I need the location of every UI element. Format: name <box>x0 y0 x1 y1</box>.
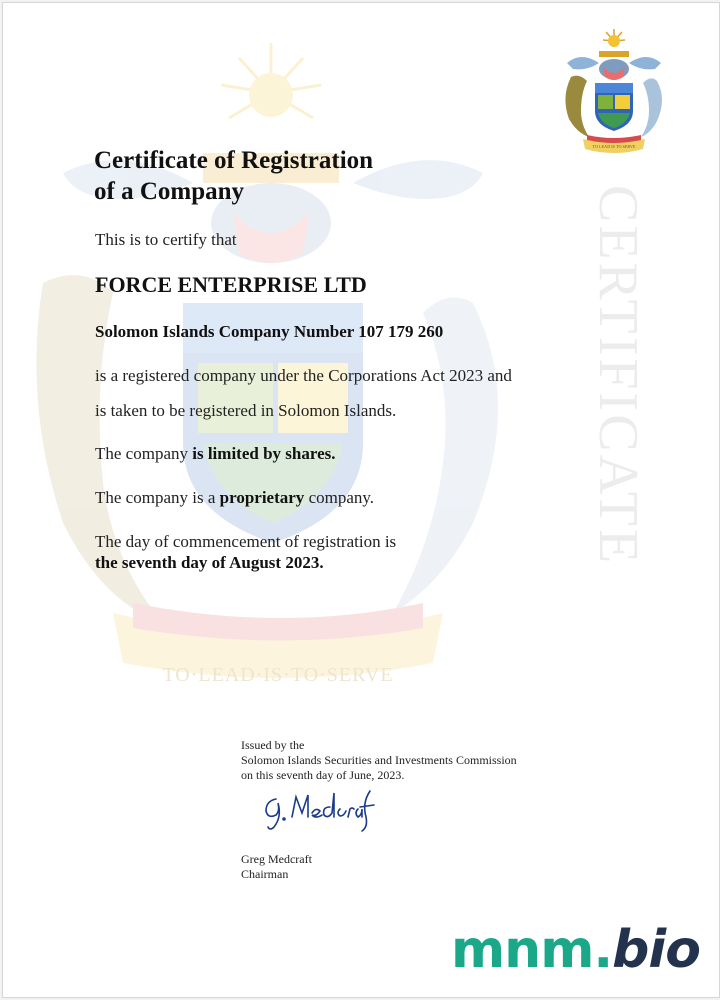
issuer-block <box>241 738 517 783</box>
watermark-vertical-word: CERTIFICATE <box>587 185 649 567</box>
limited-line <box>95 444 336 464</box>
issuer-line-1: Issued by the <box>241 738 305 752</box>
brand-part-2: bio <box>612 920 700 980</box>
type-suffix: company. <box>304 488 375 507</box>
company-name: FORCE ENTERPRISE LTD <box>95 272 367 297</box>
crest-motto: TO LEAD IS TO SERVE <box>592 144 636 149</box>
limited-prefix: The company <box>95 444 193 463</box>
type-bold: proprietary <box>219 488 305 507</box>
type-prefix: The company is a <box>95 488 220 507</box>
signer-block <box>241 852 312 882</box>
certificate-title <box>94 145 373 207</box>
commencement-date: the seventh day of August 2023. <box>95 553 324 572</box>
signer-name: Greg Medcraft <box>241 852 312 866</box>
certificate-page <box>2 2 720 998</box>
title-line-2: of a Company <box>94 178 245 205</box>
title-line-1: Certificate of Registration <box>94 147 374 174</box>
coat-of-arms-watermark-icon <box>3 3 563 723</box>
brand-dot: . <box>593 920 613 980</box>
signer-title: Chairman <box>241 867 289 881</box>
limited-bold: is limited by shares. <box>192 444 336 463</box>
company-number: 107 179 260 <box>358 322 444 341</box>
company-number-line <box>95 322 443 342</box>
issuer-line-2: Solomon Islands Securities and Investments Commission <box>241 753 517 767</box>
intro-text: This is to certify that <box>95 230 237 249</box>
company-type-line <box>95 488 374 508</box>
registered-line-1: is a registered company under the Corporations Act 2023 and <box>95 366 512 385</box>
brand-part-1: mnm <box>451 920 594 980</box>
signature <box>258 783 378 833</box>
brand-logo <box>451 918 700 982</box>
issuer-line-3: on this seventh day of June, 2023. <box>241 768 405 782</box>
coat-of-arms-icon <box>559 27 669 157</box>
registered-line-2: is taken to be registered in Solomon Islands. <box>95 401 397 420</box>
company-number-label: Solomon Islands Company Number <box>95 322 359 341</box>
commencement-line: The day of commencement of registration is <box>95 532 397 551</box>
watermark-motto: TO·LEAD·IS·TO·SERVE <box>162 664 394 686</box>
